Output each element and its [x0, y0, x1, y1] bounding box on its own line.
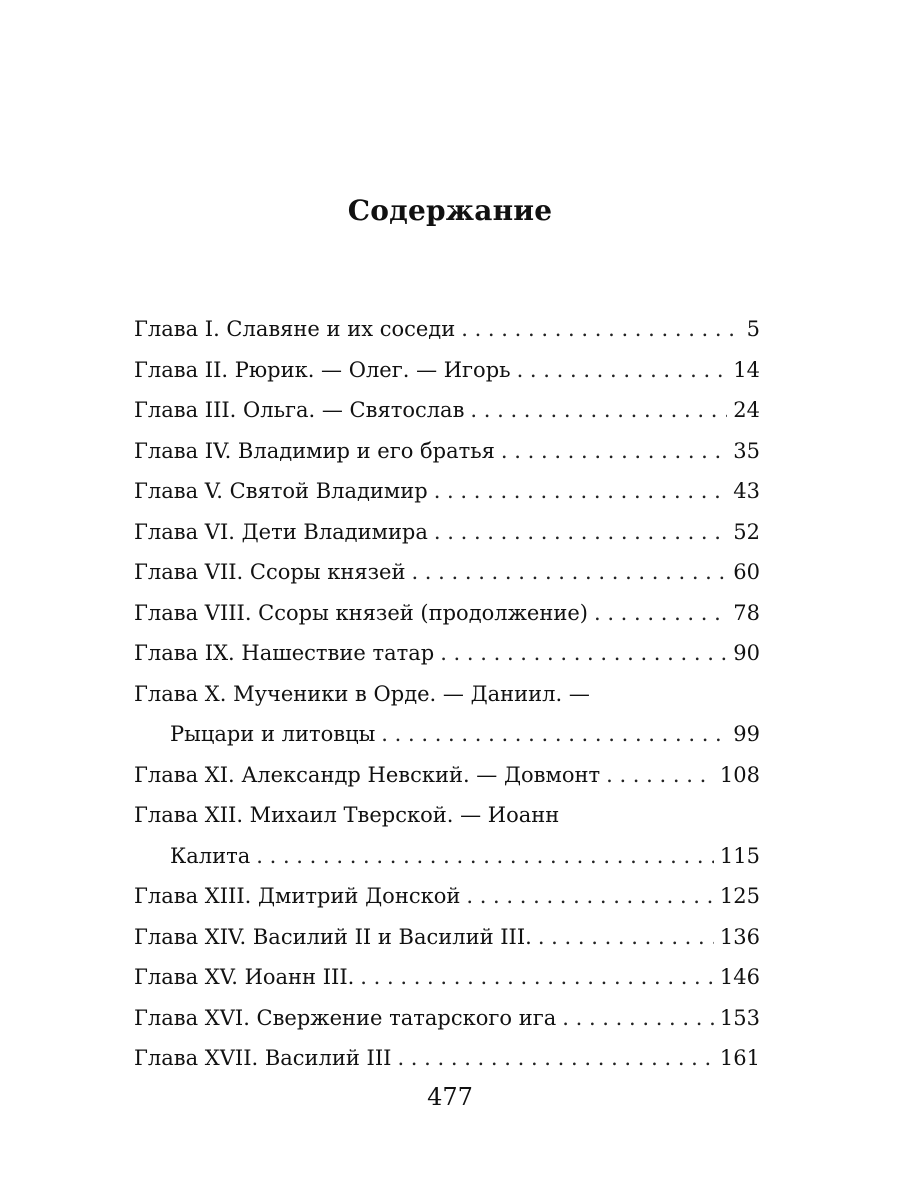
toc-entry-title: Глава XV. Иоанн III. [134, 965, 355, 989]
toc-entry-page: 14 [733, 357, 760, 382]
toc-entry[interactable] [134, 957, 760, 998]
toc-entry-row [134, 755, 760, 796]
toc-entry[interactable] [134, 512, 760, 553]
toc-entry[interactable] [134, 350, 760, 391]
toc-entry-page: 60 [733, 560, 760, 584]
toc-entry-title: Глава XIII. Дмитрий Донской [134, 884, 461, 908]
toc-entry-page: 5 [746, 317, 760, 341]
toc-entry-page: 90 [733, 641, 760, 665]
toc-entry[interactable] [134, 998, 760, 1039]
toc-entry-row [134, 876, 760, 917]
toc-entry-title: Калита [170, 843, 251, 868]
toc-entry-row [134, 593, 760, 634]
toc-entry[interactable] [134, 755, 760, 796]
toc-entry-row [134, 917, 760, 958]
toc-entry-page: 115 [719, 843, 760, 868]
toc-entry-page: 52 [733, 519, 760, 544]
toc-entry-title: Глава IX. Нашествие татар [134, 641, 435, 665]
dot-leader [606, 755, 714, 796]
toc-entry[interactable] [134, 633, 760, 674]
toc-entry-row [134, 633, 760, 674]
page-title: Содержание [347, 194, 553, 227]
toc-entry-row [134, 836, 760, 877]
toc-entry[interactable] [134, 674, 760, 755]
dot-leader [434, 512, 727, 553]
toc-entry-title: Глава III. Ольга. — Святослав [134, 398, 465, 422]
toc-entry-page: 24 [733, 398, 760, 422]
toc-entry[interactable] [134, 309, 760, 350]
toc-entry-row [134, 350, 760, 391]
toc-entry-row [134, 390, 760, 431]
dot-leader [397, 1038, 713, 1079]
toc-entry-page: 99 [733, 722, 760, 746]
toc-entry-title: Глава V. Святой Владимир [134, 479, 428, 503]
toc-entry-title: Глава II. Рюрик. — Олег. — Игорь [134, 357, 511, 382]
dot-leader [440, 633, 727, 674]
dot-leader [461, 309, 740, 350]
toc-entry-page: 146 [719, 965, 760, 989]
toc-entry[interactable] [134, 795, 760, 876]
toc-entry[interactable] [134, 876, 760, 917]
toc-entry-row [134, 714, 760, 755]
toc-entry-row [134, 552, 760, 593]
dot-leader [562, 998, 714, 1039]
toc-entry-title: Глава IV. Владимир и его братья [134, 438, 495, 463]
table-of-contents [134, 309, 760, 1079]
toc-entry-title-line: Глава XII. Михаил Тверской. — Иоанн [134, 803, 560, 827]
toc-entry-row [134, 998, 760, 1039]
toc-entry-page: 35 [733, 438, 760, 463]
toc-entry-page: 161 [719, 1046, 760, 1070]
toc-entry-title: Глава XVII. Василий III [134, 1046, 392, 1070]
toc-entry-page: 43 [733, 479, 760, 503]
toc-entry[interactable] [134, 917, 760, 958]
toc-entry[interactable] [134, 431, 760, 472]
dot-leader [434, 471, 728, 512]
dot-leader [538, 917, 714, 958]
dot-leader [594, 593, 727, 634]
toc-entry-title: Глава XI. Александр Невский. — Довмонт [134, 762, 601, 787]
toc-entry-row [134, 431, 760, 472]
toc-entry-title: Глава VIII. Ссоры князей (продолжение) [134, 600, 588, 625]
dot-leader [360, 957, 714, 998]
toc-entry-row [134, 309, 760, 350]
dot-leader [411, 552, 727, 593]
toc-entry-title: Глава VI. Дети Владимира [134, 519, 428, 544]
toc-entry-row [134, 471, 760, 512]
toc-entry-row [134, 512, 760, 553]
toc-entry-title: Глава XVI. Свержение татарского ига [134, 1005, 557, 1030]
toc-entry[interactable] [134, 552, 760, 593]
toc-entry[interactable] [134, 1038, 760, 1079]
page-number: 477 [427, 1083, 473, 1111]
dot-leader [470, 390, 727, 431]
dot-leader [381, 714, 727, 755]
toc-entry-row [134, 957, 760, 998]
toc-entry-page: 125 [719, 884, 760, 908]
dot-leader [501, 431, 727, 472]
toc-entry-page: 78 [733, 600, 760, 625]
toc-entry-page: 108 [719, 762, 760, 787]
toc-entry-title: Глава I. Славяне и их соседи [134, 317, 456, 341]
toc-entry-row [134, 1038, 760, 1079]
toc-entry[interactable] [134, 471, 760, 512]
toc-entry[interactable] [134, 390, 760, 431]
dot-leader [517, 350, 728, 391]
dot-leader [466, 876, 714, 917]
toc-entry[interactable] [134, 593, 760, 634]
toc-entry-title-line: Глава X. Мученики в Орде. — Даниил. — [134, 681, 590, 706]
toc-entry-page: 136 [719, 924, 760, 949]
toc-entry-title: Глава XIV. Василий II и Василий III. [134, 924, 532, 949]
toc-entry-page: 153 [719, 1005, 760, 1030]
dot-leader [256, 836, 714, 877]
toc-entry-title: Рыцари и литовцы [170, 722, 376, 746]
toc-entry-title: Глава VII. Ссоры князей [134, 560, 406, 584]
